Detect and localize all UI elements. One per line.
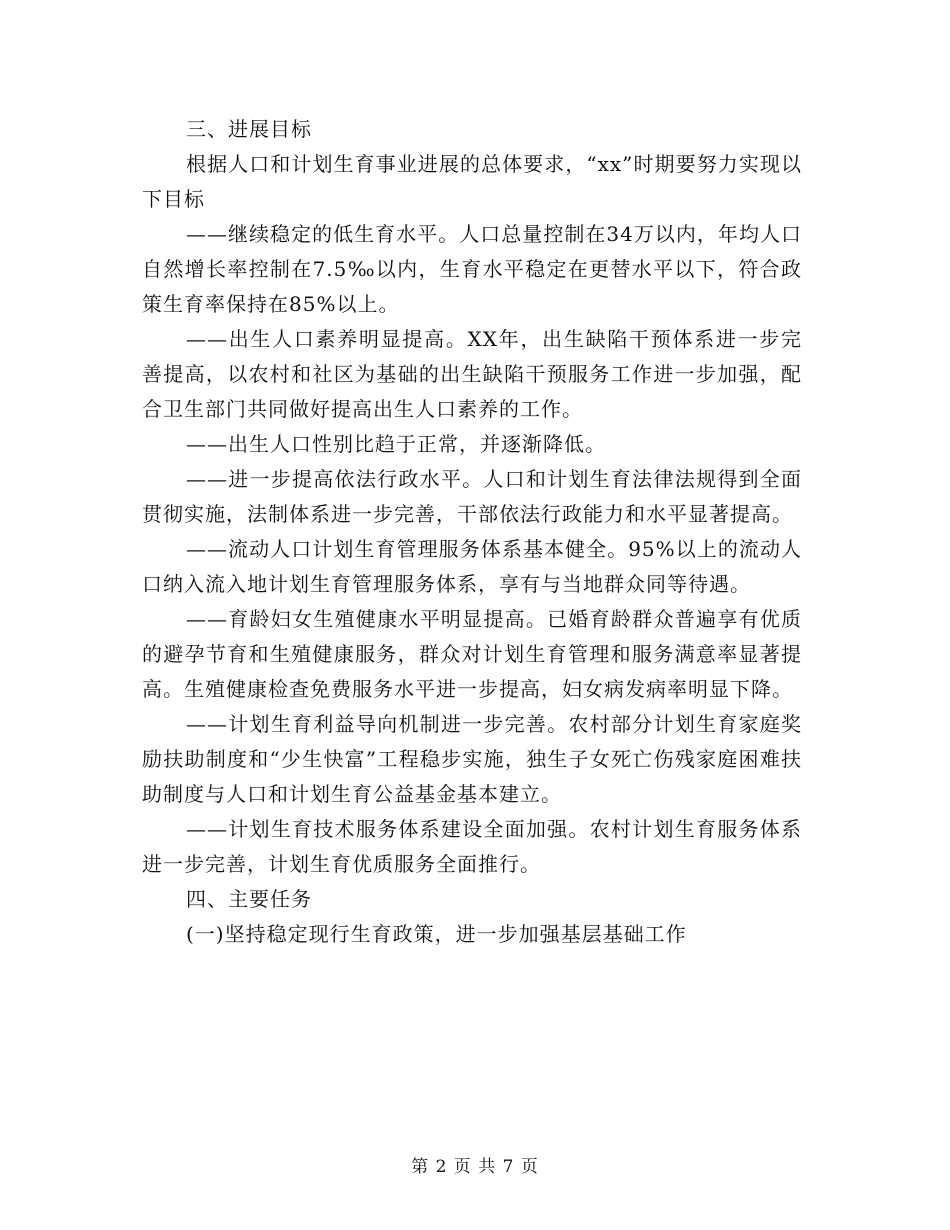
paragraph-reproductive-health: ——育龄妇女生殖健康水平明显提高。已婚育龄群众普遍享有优质的避孕节育和生殖健康服务，群众对计划生育管理和服务满意率显著提高。生殖健康检查免费服务水平进一步提高，妇女病发病率明显下降。 [142, 607, 802, 701]
paragraph-technical-services: ——计划生育技术服务体系建设全面加强。农村计划生育服务体系进一步完善，计划生育优质服务全面推行。 [142, 817, 802, 876]
paragraph-intro: 根据人口和计划生育事业进展的总体要求，“xx”时期要努力实现以下目标 [142, 152, 802, 211]
document-body [142, 112, 802, 952]
paragraph-incentives: ——计划生育利益导向机制进一步完善。农村部分计划生育家庭奖励扶助制度和“少生快富”工程稳步实施，独生子女死亡伤残家庭困难扶助制度与人口和计划生育公益基金基本建立。 [142, 712, 802, 806]
subsection-heading-1: (一)坚持稳定现行生育政策，进一步加强基层基础工作 [186, 922, 687, 946]
section-heading-tasks: 四、主要任务 [186, 887, 312, 911]
page-number: 第 2 页 共 7 页 [411, 1157, 539, 1177]
page-footer [0, 1152, 950, 1177]
paragraph-birth-quality: ——出生人口素养明显提高。XX年，出生缺陷干预体系进一步完善提高，以农村和社区为基础的出生缺陷干预服务工作进一步加强，配合卫生部门共同做好提高出生人口素养的工作。 [142, 327, 802, 421]
paragraph-fertility: ——继续稳定的低生育水平。人口总量控制在34万以内，年均人口自然增长率控制在7.5‰以内，生育水平稳定在更替水平以下，符合政策生育率保持在85%以上。 [142, 222, 802, 316]
section-heading-goals: 三、进展目标 [186, 117, 312, 141]
paragraph-floating-population: ——流动人口计划生育管理服务体系基本健全。95%以上的流动人口纳入流入地计划生育管理服务体系，享有与当地群众同等待遇。 [142, 537, 802, 596]
paragraph-sex-ratio: ——出生人口性别比趋于正常，并逐渐降低。 [186, 432, 606, 456]
paragraph-rule-of-law: ——进一步提高依法行政水平。人口和计划生育法律法规得到全面贯彻实施，法制体系进一步完善，干部依法行政能力和水平显著提高。 [142, 467, 802, 526]
